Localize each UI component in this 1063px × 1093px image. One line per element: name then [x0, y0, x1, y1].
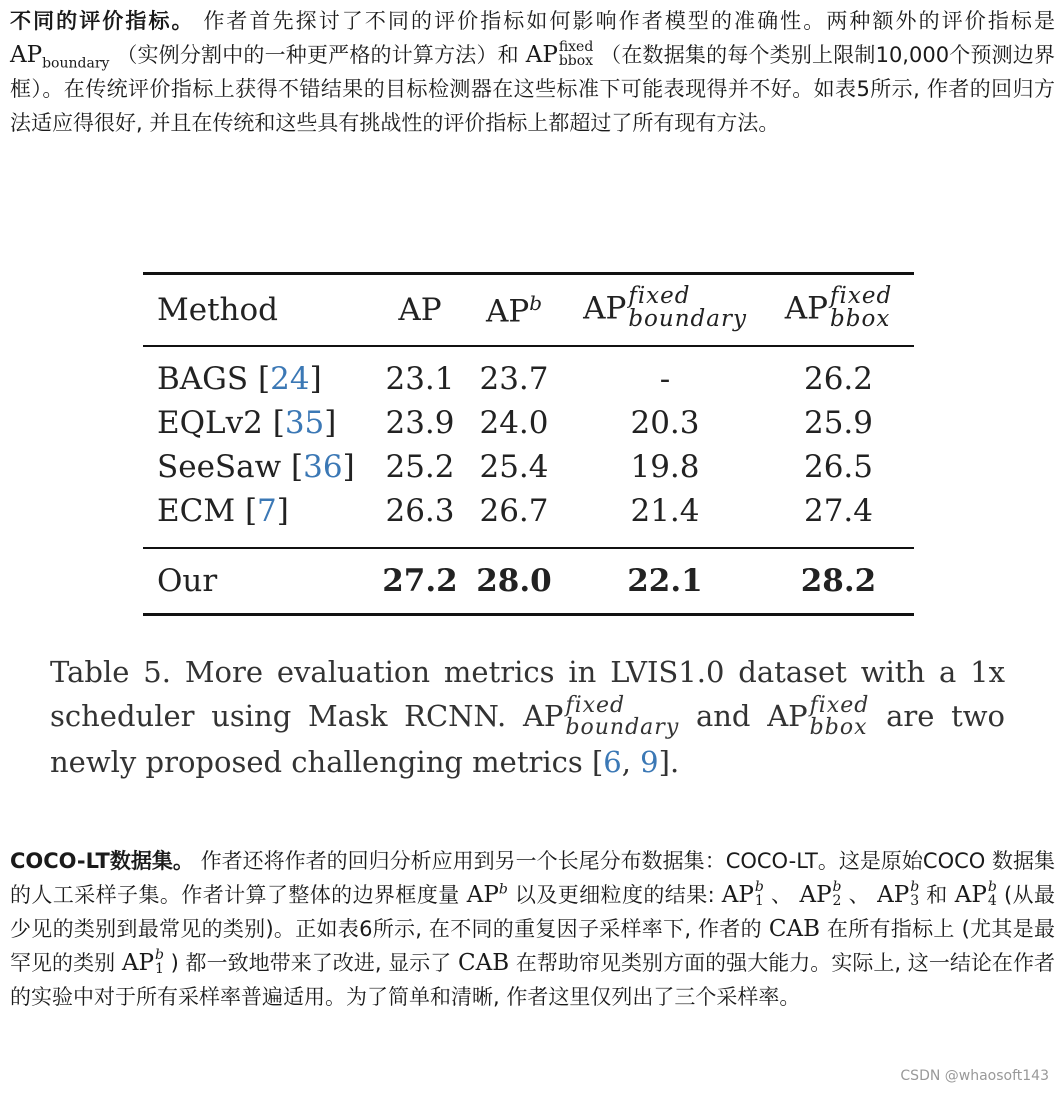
paragraph-text: （在数据集的每个类别上限制10,000个预测边界框）。在传统评价指标上获得不错结果的目标检测器在这些标准下可能表现得并不好。如表5所示, 作者的回归方法适应得很好, 并且在传统和这些具有挑战性的评价指标上都超过了所有现有方法。	[10, 43, 1055, 135]
watermark: CSDN @whaosoft143	[900, 1068, 1049, 1084]
header-method: Method	[157, 292, 279, 328]
paragraph-heading: COCO-LT数据集。	[10, 849, 194, 873]
header-ap-b: $AP^b$	[485, 290, 543, 330]
citation-link[interactable]: 36	[303, 449, 343, 485]
table-row: SeeSaw [36] 25.2 25.4 19.8 26.5	[157, 449, 874, 485]
table-row: BAGS [24] 23.1 23.7 - 26.2	[157, 361, 874, 397]
table-header-row	[143, 275, 914, 345]
header-ap-fixed-boundary: AP fixed boundary	[583, 283, 747, 332]
table-5	[143, 272, 914, 616]
paragraph-text: 作者首先探讨了不同的评价指标如何影响作者模型的准确性。两种额外的评价指标是	[203, 9, 1055, 33]
table-row: EQLv2 [35] 23.9 24.0 20.3 25.9	[157, 405, 874, 441]
citation-link[interactable]: 35	[284, 405, 325, 441]
paragraph-heading: 不同的评价指标。	[10, 9, 195, 33]
table-row-ours: Our 27.2 28.0 22.1 28.2	[157, 563, 877, 599]
paragraph-evaluation-metrics	[10, 4, 1055, 140]
citation-link[interactable]: 6	[603, 745, 622, 779]
math-ap-boundary: $AP_{boundary}$	[10, 42, 110, 72]
header-ap-fixed-bbox: AP fixed bbox	[784, 283, 893, 332]
citation-link[interactable]: 24	[270, 361, 310, 397]
table-caption: Table 5. More evaluation metrics in LVIS1.0 dataset with a 1x scheduler using Mask RCNN. AP fixed boundary and AP fixed bbox are two newly proposed challenging metrics [6, 9].	[50, 655, 1006, 779]
paragraph-coco-lt: COCO-LT数据集。 作者还将作者的回归分析应用到另一个长尾分布数据集：COCO-LT。这是原始COCO 数据集的人工采样子集。作者计算了整体的边界框度量 $AP^b$ 以及更细粒度的结果: AP b 1 、 AP b 2 、 AP b 3 和 AP b 4 (从最少见的类别到最常见的类别)。正如表6所示, 在不同的重复因子采样率下, 作者的 CAB 在所有指标上 (尤其是最罕见的类别 AP b 1 ) 都一致地带来了改进, 显示了 CAB 在帮助帘见类别方面的强大能力。实际上, 这一结论在作者的实验中对于所有采样率普遍适用。为了简单和清晰, 作者这里仅列出了三个采样率。	[10, 849, 1055, 1009]
table-row: ECM [7] 26.3 26.7 21.4 27.4	[157, 493, 874, 529]
header-ap: AP	[398, 292, 442, 328]
math-ap-fixed-bbox: AP fixed bbox	[525, 39, 594, 69]
citation-link[interactable]: 9	[640, 745, 659, 779]
citation-link[interactable]: 7	[257, 493, 277, 529]
paragraph-text: （实例分割中的一种更严格的计算方法）和	[116, 43, 519, 67]
